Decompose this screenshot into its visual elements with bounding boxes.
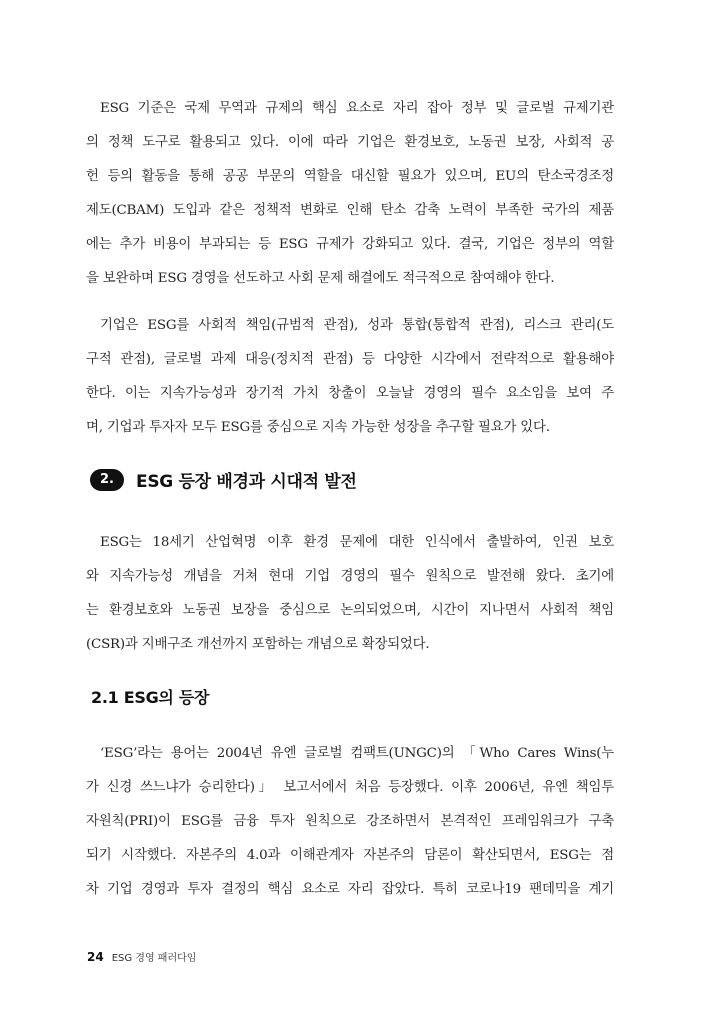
text-line: 을 보완하며 ESG 경영을 선도하고 사회 문제 해결에도 적극적으로 참여해야 한다. <box>86 271 555 286</box>
paragraph-esg-history <box>86 526 614 662</box>
text-line: 기업은 ESG를 사회적 책임(규범적 관점), 성과 통합(통합적 관점), 리스크 관리(도 <box>100 318 614 333</box>
section-title: ESG 등장 배경과 시대적 발전 <box>136 472 357 492</box>
section-number-badge: 2. <box>90 469 124 491</box>
text-line: 가 신경 쓰느냐가 승리한다)」 보고서에서 처음 등장했다. 이후 2006년, 유엔 책임투 <box>86 780 614 795</box>
section-heading <box>90 467 357 492</box>
text-line: 는 환경보호와 노동권 보장을 중심으로 논의되었으며, 시간이 지나면서 사회적 책임 <box>86 603 614 618</box>
text-line: 와 지속가능성 개념을 거쳐 현대 기업 경영의 필수 원칙으로 발전해 왔다. 초기에 <box>86 569 614 584</box>
text-line: 구적 관점), 글로벌 과제 대응(정치적 관점) 등 다양한 시각에서 전략적으로 활용해야 <box>86 352 614 367</box>
text-line: 제도(CBAM) 도입과 같은 정책적 변화로 인해 탄소 감축 노력이 부족한 국가의 제품 <box>86 203 614 218</box>
text-line: 헌 등의 활동을 통해 공공 부문의 역할을 대신할 필요가 있으며, EU의 탄소국경조정 <box>86 169 614 184</box>
text-line: 의 정책 도구로 활용되고 있다. 이에 따라 기업은 환경보호, 노동권 보장, 사회적 공 <box>86 135 614 150</box>
text-line: 에는 추가 비용이 부과되는 등 ESG 규제가 강화되고 있다. 결국, 기업은 정부의 역할 <box>86 237 614 252</box>
page-number: 24 <box>87 950 104 964</box>
paragraph-esg-regulation <box>86 92 614 296</box>
text-line: 며, 기업과 투자자 모두 ESG를 중심으로 지속 가능한 성장을 추구할 필요가 있다. <box>86 420 550 435</box>
text-line: ESG는 18세기 산업혁명 이후 환경 문제에 대한 인식에서 출발하여, 인권 보호 <box>100 535 614 550</box>
page-footer <box>87 949 196 964</box>
text-line: (CSR)과 지배구조 개선까지 포함하는 개념으로 확장되었다. <box>86 637 430 652</box>
subsection-title: 2.1 ESG의 등장 <box>91 688 210 707</box>
text-line: 되기 시작했다. 자본주의 4.0과 이해관계자 자본주의 담론이 확산되면서, ESG는 점 <box>86 848 614 863</box>
text-line: 차 기업 경영과 투자 결정의 핵심 요소로 자리 잡았다. 특히 코로나19 팬데믹을 계기 <box>86 882 614 897</box>
text-line: ‘ESG’라는 용어는 2004년 유엔 글로벌 컴팩트(UNGC)의 「Who Cares Wins(누 <box>100 746 614 761</box>
running-title: ESG 경영 패러다임 <box>111 953 197 964</box>
paragraph-esg-perspectives <box>86 309 614 445</box>
paragraph-esg-origin <box>86 737 614 907</box>
text-line: ESG 기준은 국제 무역과 규제의 핵심 요소로 자리 잡아 정부 및 글로벌 규제기관 <box>100 101 614 116</box>
text-line: 자원칙(PRI)이 ESG를 금융 투자 원칙으로 강조하면서 본격적인 프레임워크가 구축 <box>86 814 614 829</box>
text-line: 한다. 이는 지속가능성과 장기적 가치 창출이 오늘날 경영의 필수 요소임을 보여 주 <box>86 386 614 401</box>
